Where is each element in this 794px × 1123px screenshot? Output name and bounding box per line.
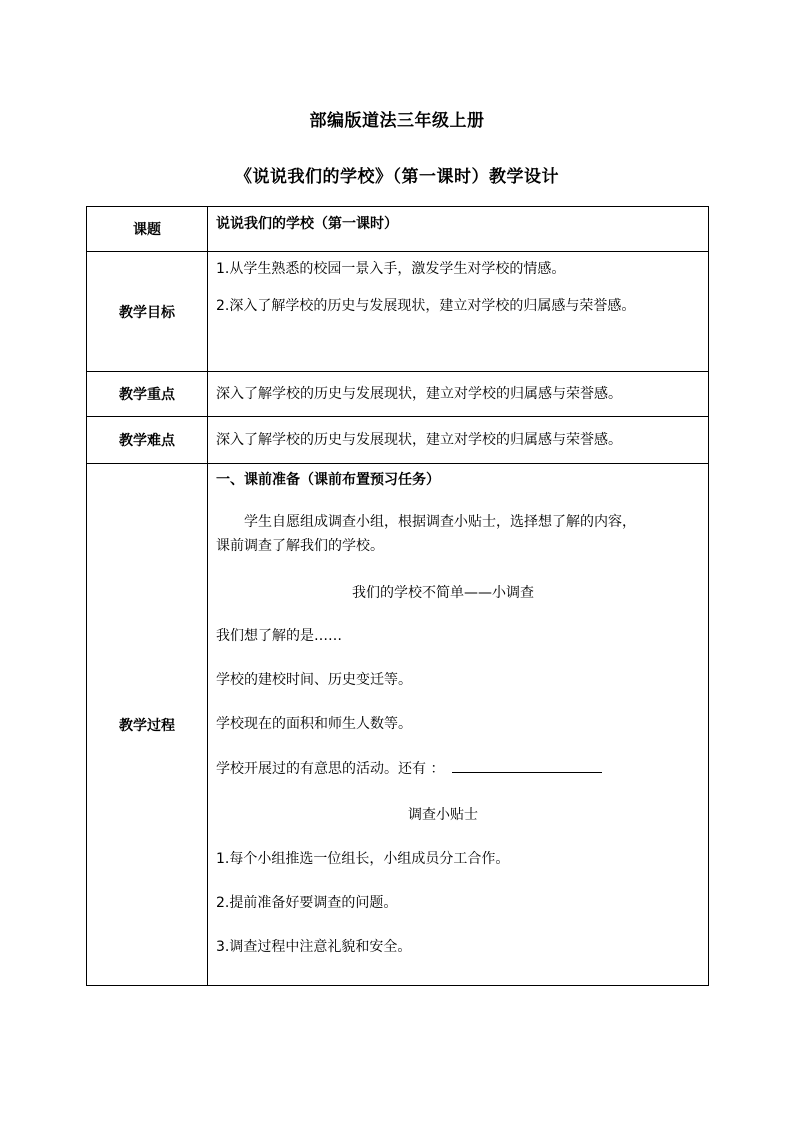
topic-label: 课题 <box>87 207 208 252</box>
document-title: 部编版道法三年级上册 <box>309 111 485 131</box>
process-row <box>87 464 709 986</box>
survey-topic-2: 学校现在的面积和师生人数等。 <box>216 716 412 732</box>
process-section-heading: 一、课前准备（课前布置预习任务） <box>216 472 440 488</box>
survey-topic-3-text: 学校开展过的有意思的活动。还有 ： <box>216 761 445 777</box>
difficulties-value: 深入了解学校的历史与发展现状，建立对学校的归属感与荣誉感。 <box>216 432 622 448</box>
topic-cell <box>208 207 709 252</box>
document-subtitle: 《说说我们的学校》（第一课时）教学设计 <box>235 167 559 187</box>
lesson-plan-table <box>86 206 709 986</box>
process-intro-line-2: 课前调查了解我们的学校。 <box>216 538 384 554</box>
fill-in-blank <box>452 758 602 773</box>
goals-label: 教学目标 <box>87 252 208 372</box>
survey-topic-1: 学校的建校时间、历史变迁等。 <box>216 672 412 688</box>
difficulties-row <box>87 417 709 464</box>
difficulties-cell <box>208 417 709 464</box>
goal-item-2: 2.深入了解学校的历史与发展现状，建立对学校的归属感与荣誉感。 <box>216 298 636 314</box>
key-points-cell <box>208 372 709 417</box>
key-points-label: 教学重点 <box>87 372 208 417</box>
goals-row <box>87 252 709 372</box>
key-points-row <box>87 372 709 417</box>
goals-cell <box>208 252 709 372</box>
topic-value: 说说我们的学校（第一课时） <box>216 216 398 232</box>
key-points-value: 深入了解学校的历史与发展现状，建立对学校的归属感与荣誉感。 <box>216 386 622 402</box>
tip-3: 3.调查过程中注意礼貌和安全。 <box>216 939 412 955</box>
topic-row <box>87 207 709 252</box>
goal-item-1: 1.从学生熟悉的校园一景入手，激发学生对学校的情感。 <box>216 261 566 277</box>
survey-title: 我们的学校不简单——小调查 <box>352 585 534 601</box>
process-cell <box>208 464 709 986</box>
process-intro-line-1: 学生自愿组成调查小组，根据调查小贴士，选择想了解的内容， <box>244 514 636 530</box>
tip-2: 2.提前准备好要调查的问题。 <box>216 895 398 911</box>
difficulties-label: 教学难点 <box>87 417 208 464</box>
want-to-know-text: 我们想了解的是…… <box>216 628 342 644</box>
tips-title: 调查小贴士 <box>408 807 478 823</box>
tip-1: 1.每个小组推选一位组长，小组成员分工合作。 <box>216 851 510 867</box>
survey-topic-3 <box>216 758 700 779</box>
process-label: 教学过程 <box>87 464 208 986</box>
